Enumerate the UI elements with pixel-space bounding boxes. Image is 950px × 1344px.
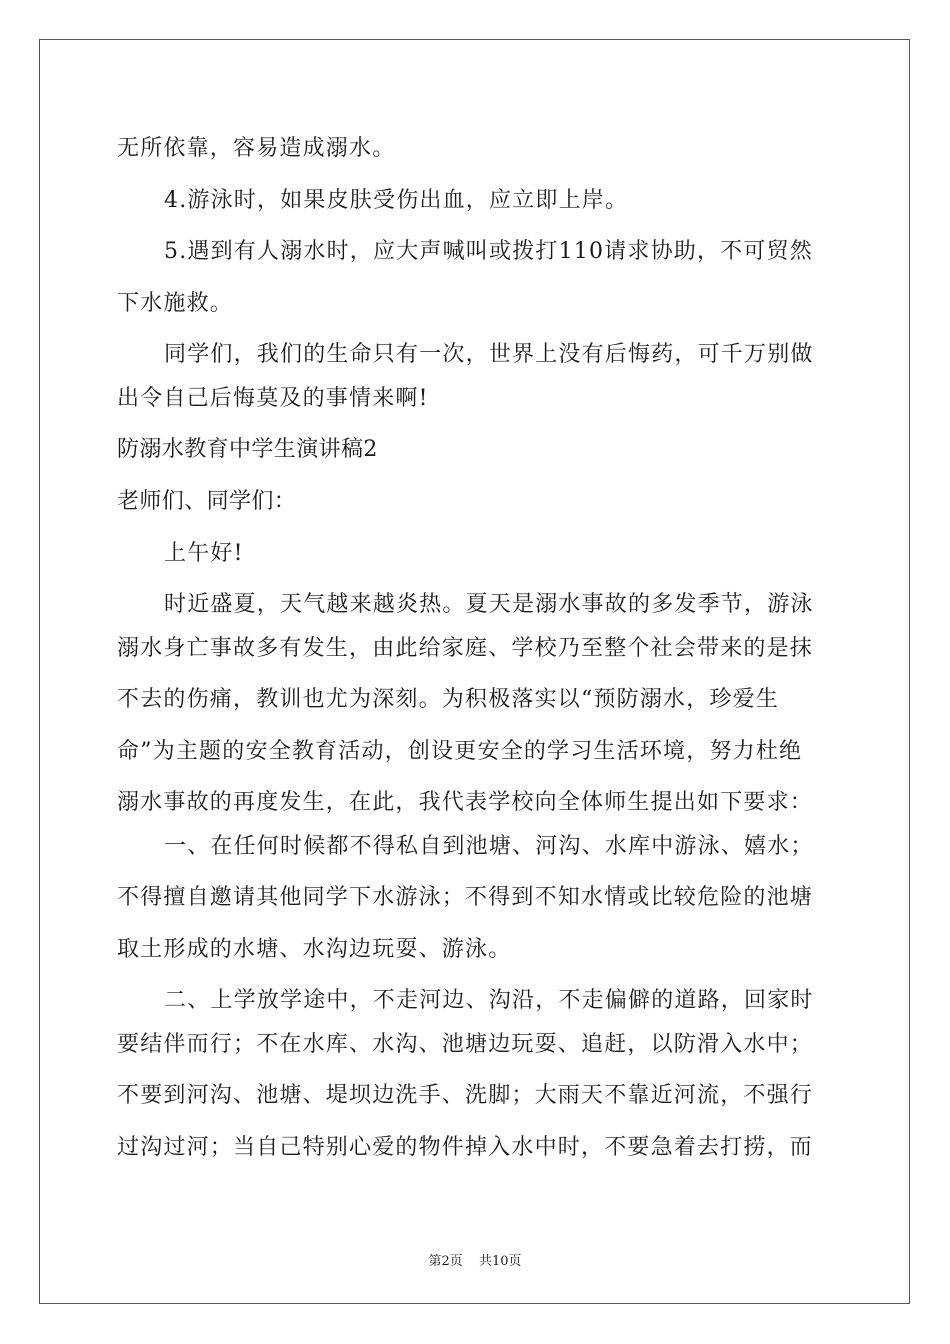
text-line: 4.游泳时，如果皮肤受伤出血，应立即上岸。 (164, 188, 629, 213)
page-number: 第2页 (428, 1254, 463, 1269)
text-line: 5.遇到有人溺水时，应大声喊叫或拨打110请求协助，不可贸然 (164, 239, 813, 264)
text-line: 时近盛夏，天气越来越炎热。夏天是溺水事故的多发季节，游泳 (164, 592, 814, 617)
text-line: 溺水事故的再度发生，在此，我代表学校向全体师生提出如下要求： (117, 790, 814, 815)
salutation: 老师们、同学们： (117, 489, 297, 514)
text-line: 二、上学放学途中，不走河边、沟沿，不走偏僻的道路，回家时 (164, 988, 814, 1013)
text-line: 溺水身亡事故多有发生，由此给家庭、学校乃至整个社会带来的是抹 (117, 636, 814, 661)
text-line: 取土形成的水塘、水沟边玩耍、游泳。 (117, 937, 512, 962)
text-line: 同学们，我们的生命只有一次，世界上没有后悔药，可千万别做 (164, 342, 814, 367)
text-line: 要结伴而行；不在水库、水沟、池塘边玩耍、追赶，以防滑入水中； (117, 1032, 814, 1057)
text-line: 一、在任何时候都不得私自到池塘、河沟、水库中游泳、嬉水； (164, 834, 814, 859)
text-line: 下水施救。 (117, 291, 234, 316)
text-line: 不去的伤痛，教训也尤为深刻。为积极落实以“预防溺水，珍爱生 (117, 687, 780, 712)
text-line: 不要到河沟、池塘、堤坝边洗手、洗脚；大雨天不靠近河流，不强行 (117, 1083, 814, 1108)
page-border (39, 39, 910, 1304)
text-line: 无所依靠，容易造成溺水。 (117, 136, 396, 161)
page-total: 共10页 (478, 1254, 522, 1269)
greeting: 上午好! (164, 541, 244, 566)
text-line: 命”为主题的安全教育活动，创设更安全的学习生活环境，努力杜绝 (117, 739, 803, 764)
text-line: 出令自己后悔莫及的事情来啊! (117, 386, 429, 411)
section-heading: 防溺水教育中学生演讲稿2 (117, 437, 378, 462)
page-footer (0, 1250, 950, 1269)
text-line: 过沟过河；当自己特别心爱的物件掉入水中时，不要急着去打捞，而 (117, 1135, 814, 1160)
text-line: 不得擅自邀请其他同学下水游泳；不得到不知水情或比较危险的池塘 (117, 885, 814, 910)
